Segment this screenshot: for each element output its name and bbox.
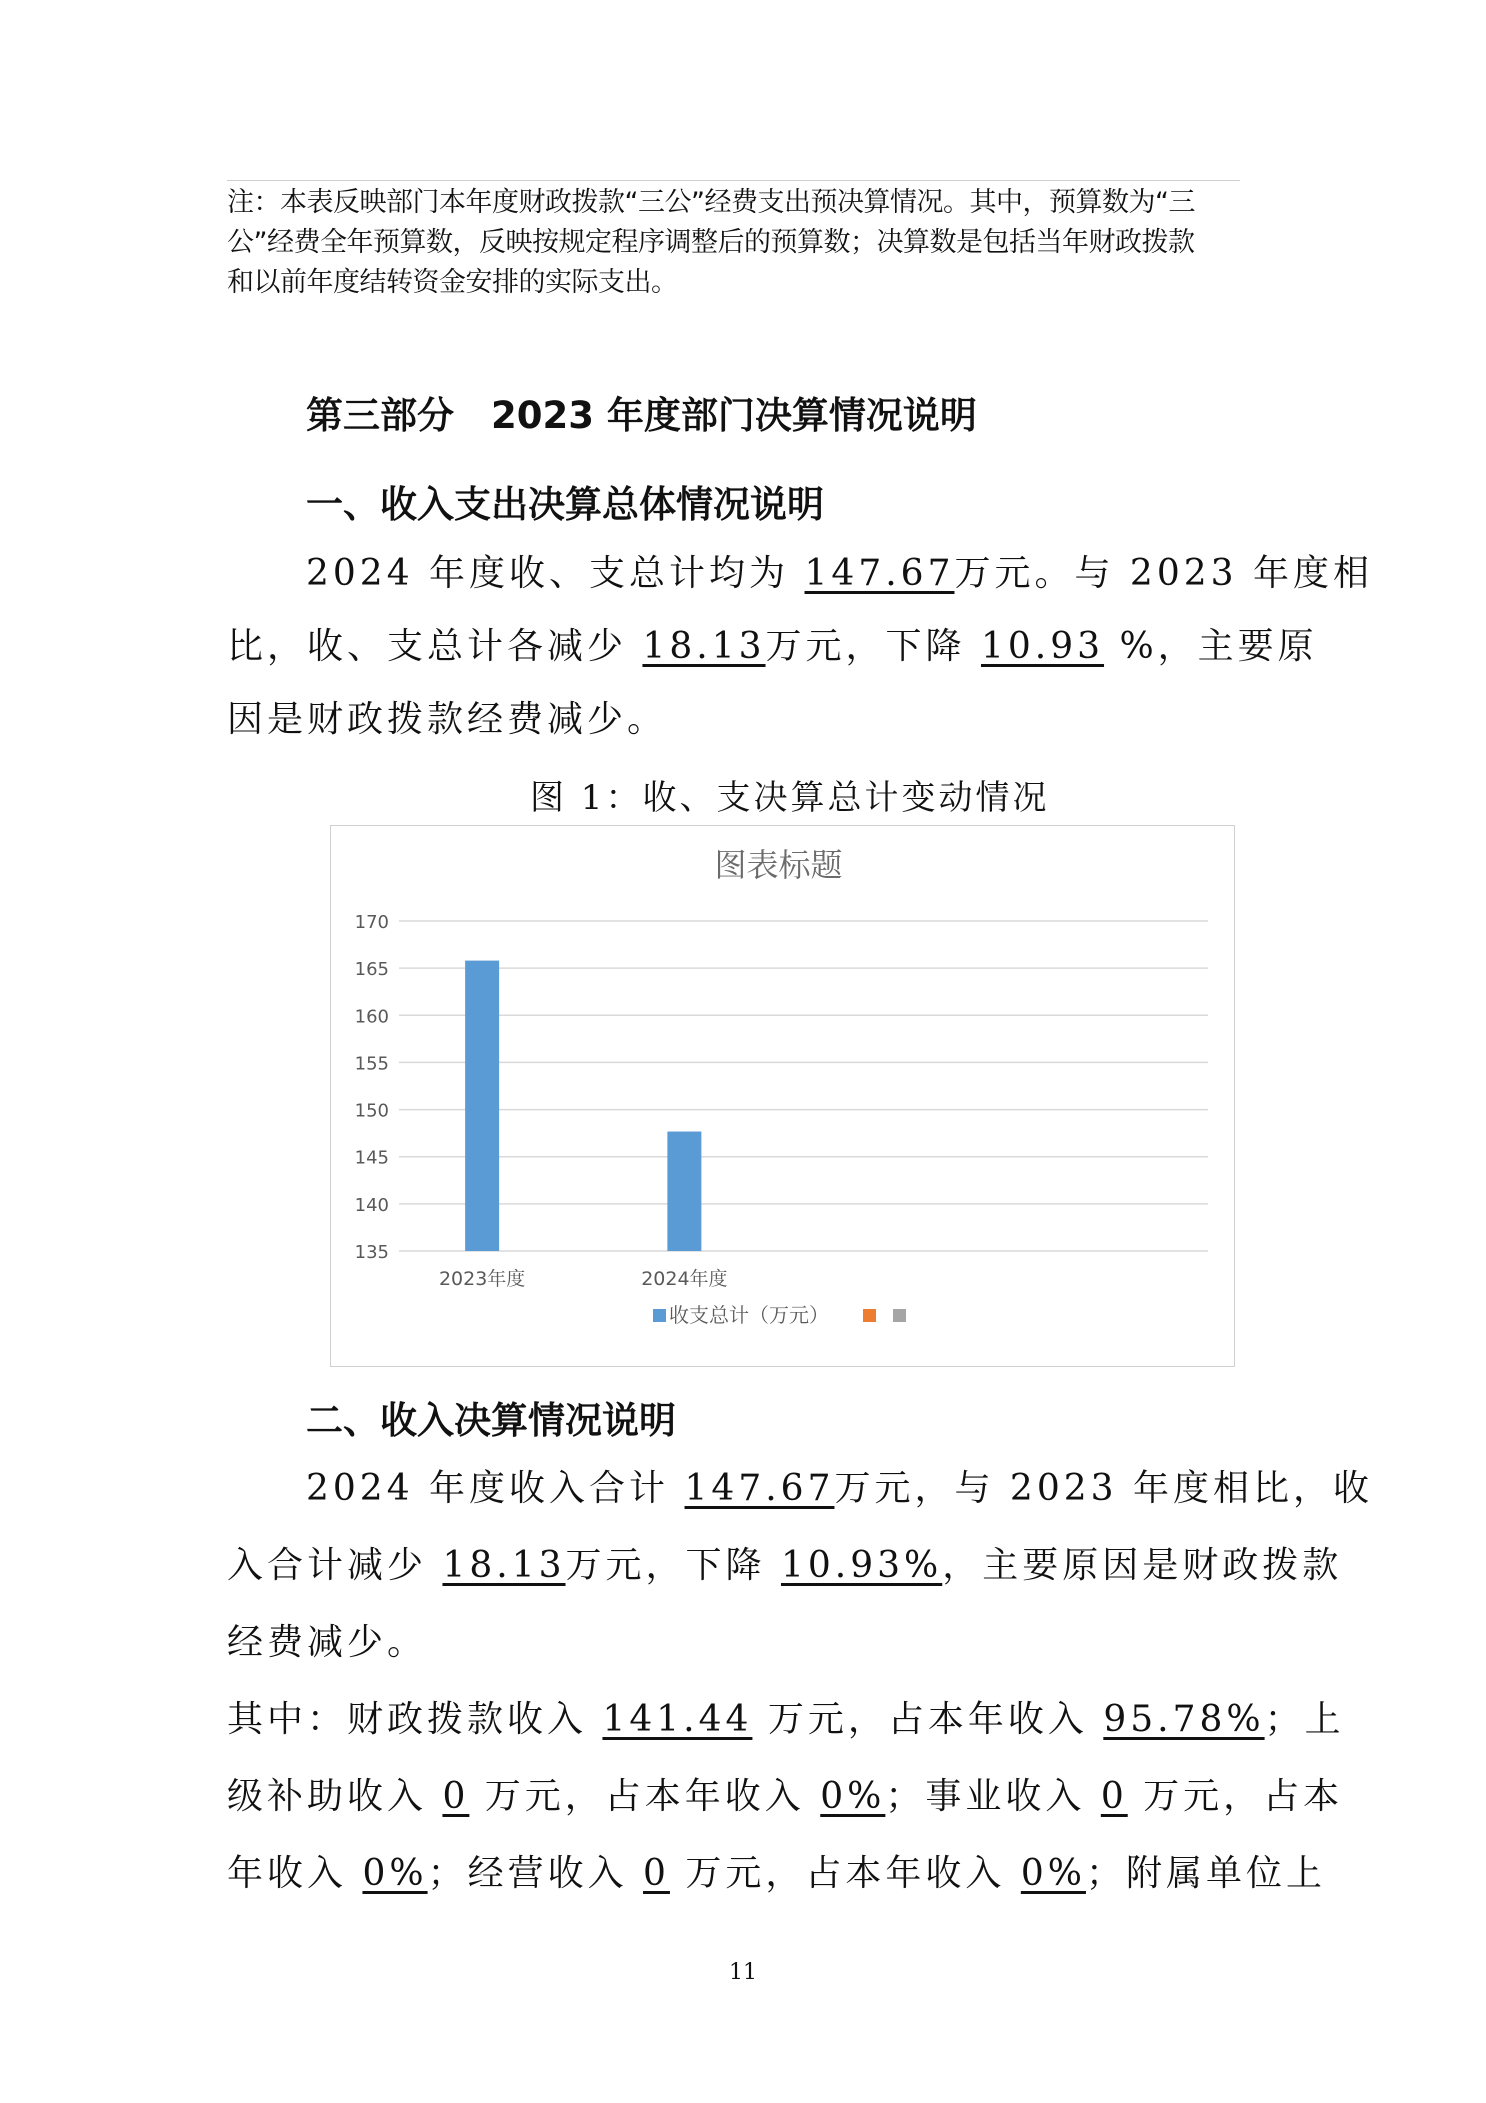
legend-swatch [653, 1309, 666, 1322]
section1-heading: 一、收入支出决算总体情况说明 [306, 483, 824, 526]
section2-line4: 其中：财政拨款收入 141.44 万元，占本年收入 95.78%；上 [227, 1699, 1345, 1740]
top-divider [227, 180, 1240, 181]
subsidy-income: 0 [442, 1776, 470, 1817]
section1-paragraph-line1: 2024 年度收、支总计均为 147.67万元。与 2023 年度相 [306, 553, 1373, 594]
legend-swatch [863, 1309, 876, 1322]
income-decrease-percent: 10.93% [780, 1545, 943, 1586]
section1-paragraph-line2: 比，收、支总计各减少 18.13万元，下降 10.93 %，主要原 [227, 626, 1318, 667]
table-footnote [227, 183, 1247, 303]
y-tick-label: 140 [354, 1194, 389, 1216]
decrease-amount: 18.13 [642, 626, 766, 667]
subsidy-income-percent: 0% [820, 1776, 886, 1817]
section2-line5: 级补助收入 0 万元，占本年收入 0%；事业收入 0 万元，占本 [227, 1776, 1344, 1817]
fiscal-income: 141.44 [602, 1699, 753, 1740]
figure-caption: 图 1：收、支决算总计变动情况 [530, 778, 1050, 818]
footnote-line: 和以前年度结转资金安排的实际支出。 [227, 267, 678, 298]
income-decrease: 18.13 [442, 1545, 566, 1586]
chart-svg [331, 826, 1234, 1366]
business-income: 0 [1100, 1776, 1128, 1817]
operating-income: 0 [643, 1853, 670, 1894]
chart-title: 图表标题 [714, 846, 843, 884]
section2-line2: 入合计减少 18.13万元，下降 10.93%，主要原因是财政拨款 [227, 1545, 1343, 1586]
x-tick-label: 2023年度 [438, 1268, 526, 1290]
business-income-percent: 0% [362, 1853, 428, 1894]
decrease-percent: 10.93 [980, 626, 1105, 667]
income-total: 147.67 [684, 1468, 835, 1509]
y-tick-label: 155 [354, 1053, 389, 1075]
section2-heading: 二、收入决算情况说明 [306, 1399, 676, 1442]
y-tick-label: 145 [354, 1147, 389, 1169]
part-title: 第三部分 2023 年度部门决算情况说明 [306, 394, 977, 437]
fiscal-income-percent: 95.78% [1103, 1699, 1265, 1740]
footnote-line: 注：本表反映部门本年度财政拨款“三公”经费支出预决算情况。其中，预算数为“三 [227, 187, 1195, 218]
operating-income-percent: 0% [1020, 1853, 1086, 1894]
legend-swatch [893, 1309, 906, 1322]
y-tick-label: 160 [354, 1006, 389, 1028]
bar [465, 961, 499, 1251]
y-tick-label: 170 [354, 912, 389, 933]
total-amount: 147.67 [804, 553, 955, 594]
x-tick-label: 2024年度 [641, 1268, 728, 1290]
section2-line6: 年收入 0%；经营收入 0 万元，占本年收入 0%；附属单位上 [227, 1853, 1326, 1894]
y-tick-label: 165 [354, 959, 389, 981]
bar [667, 1132, 701, 1251]
section2-line1: 2024 年度收入合计 147.67万元，与 2023 年度相比，收 [306, 1468, 1373, 1509]
y-tick-label: 135 [354, 1242, 389, 1263]
footnote-line: 公”经费全年预算数，反映按规定程序调整后的预算数；决算数是包括当年财政拨款 [227, 227, 1195, 258]
y-tick-label: 150 [354, 1100, 389, 1122]
legend-label: 收支总计（万元） [669, 1303, 829, 1327]
page-number: 11 [729, 1960, 757, 1985]
bar-chart [330, 825, 1235, 1367]
section1-paragraph-line3: 因是财政拨款经费减少。 [227, 699, 668, 740]
section2-line3: 经费减少。 [227, 1622, 428, 1663]
